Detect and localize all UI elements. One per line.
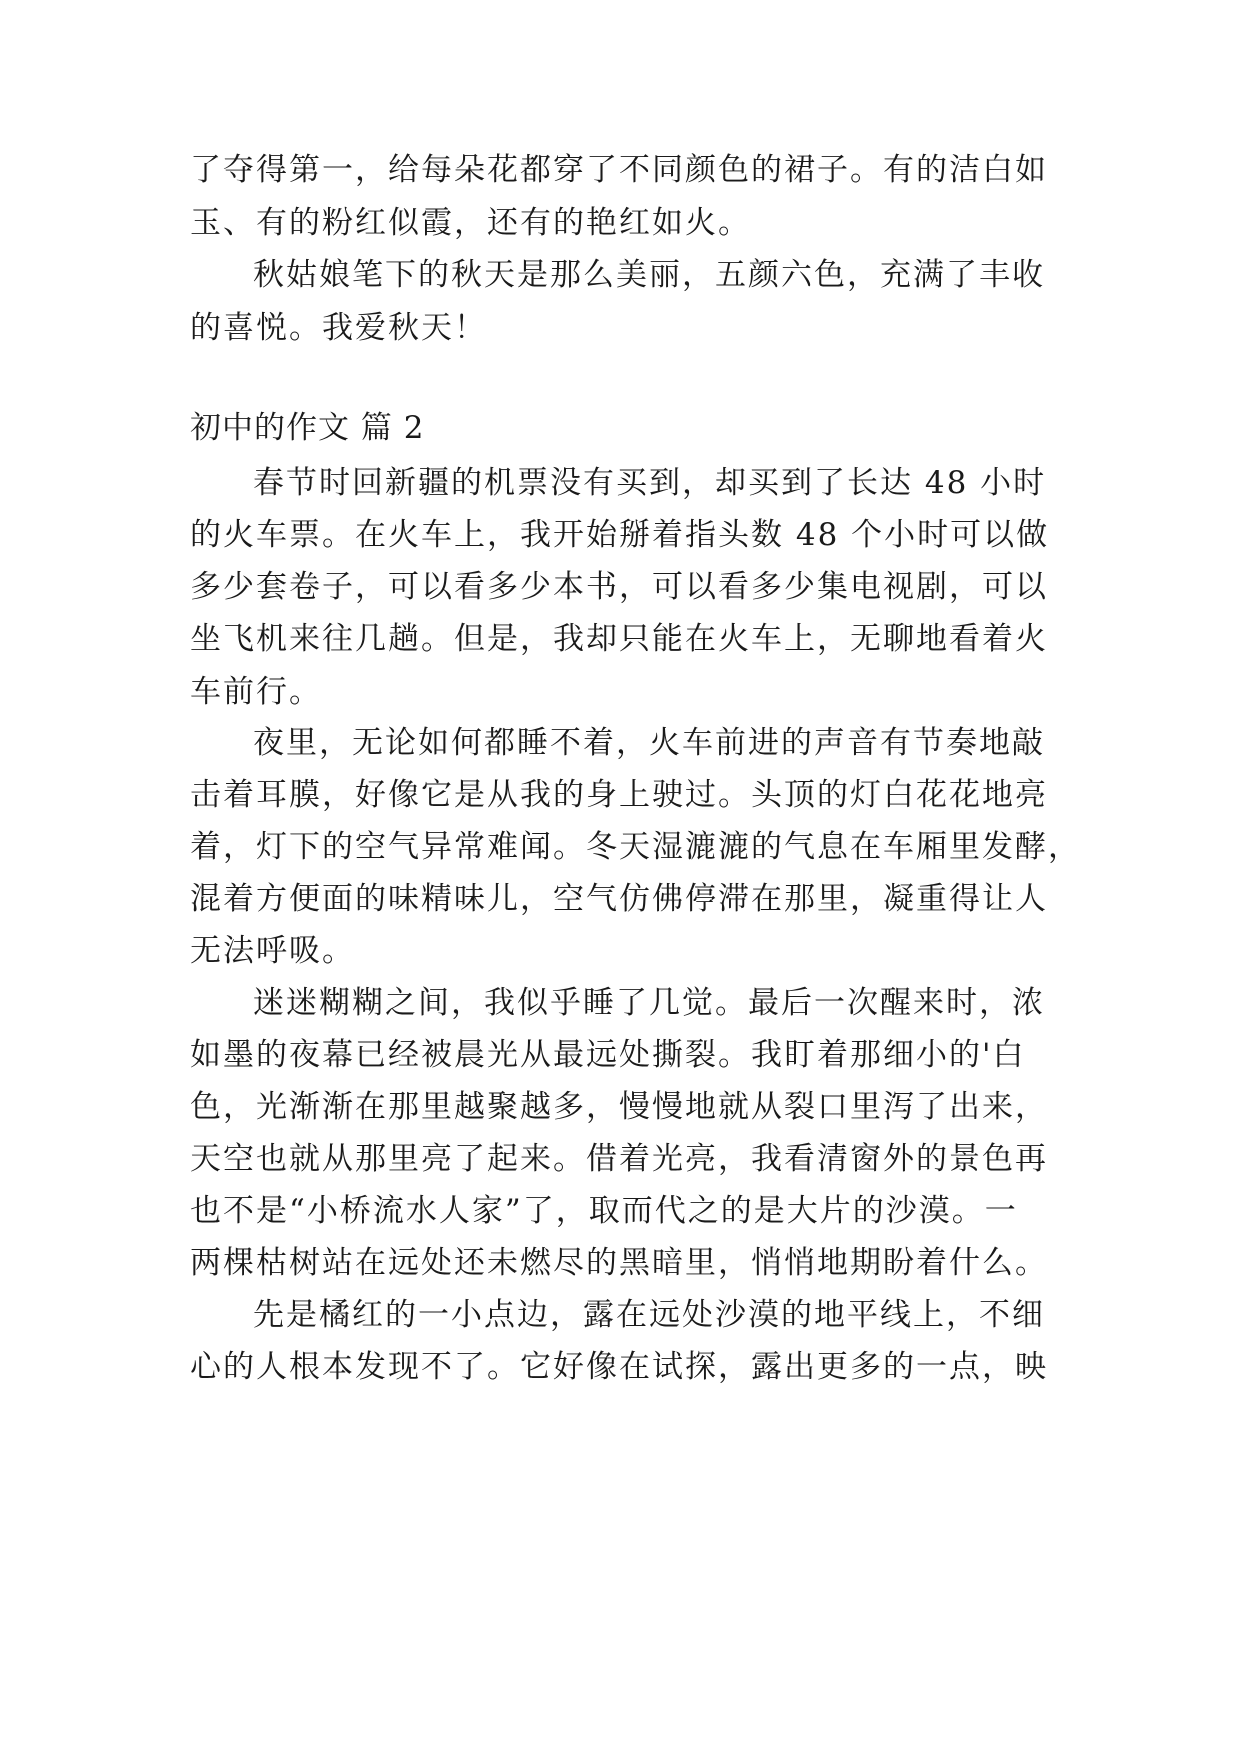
text-line: 色，光渐渐在那里越聚越多，慢慢地就从裂口里泻了出来，: [190, 1089, 1048, 1125]
text-line: 也不是“小桥流水人家”了，取而代之的是大片的沙漠。一: [190, 1193, 1018, 1229]
text-line: 无法呼吸。: [190, 933, 355, 969]
text-line: 的火车票。在火车上，我开始掰着指头数 48 个小时可以做: [190, 517, 1050, 553]
text-line: 两棵枯树站在远处还未燃尽的黑暗里，悄悄地期盼着什么。: [190, 1245, 1048, 1281]
text-line: 心的人根本发现不了。它好像在试探，露出更多的一点，映: [190, 1349, 1048, 1385]
text-line: 混着方便面的味精味儿，空气仿佛停滞在那里，凝重得让人: [190, 881, 1048, 917]
text-line: 迷迷糊糊之间，我似乎睡了几觉。最后一次醒来时，浓: [253, 985, 1045, 1021]
text-line: 的喜悦。我爱秋天！: [190, 310, 487, 346]
text-line: 春节时回新疆的机票没有买到，却买到了长达 48 小时: [253, 465, 1047, 501]
section-heading: 初中的作文 篇 2: [190, 410, 425, 446]
text-line: 坐飞机来往几趟。但是，我却只能在火车上，无聊地看着火: [190, 621, 1048, 657]
text-line: 秋姑娘笔下的秋天是那么美丽，五颜六色，充满了丰收: [253, 257, 1045, 293]
text-line: 夜里，无论如何都睡不着，火车前进的声音有节奏地敲: [253, 725, 1045, 761]
text-line: 着，灯下的空气异常难闻。冬天湿漉漉的气息在车厢里发酵，: [190, 829, 1081, 865]
text-line: 先是橘红的一小点边，露在远处沙漠的地平线上，不细: [253, 1297, 1045, 1333]
text-line: 如墨的夜幕已经被晨光从最远处撕裂。我盯着那细小的'白: [190, 1037, 1026, 1073]
text-line: 车前行。: [190, 674, 322, 710]
text-line: 天空也就从那里亮了起来。借着光亮，我看清窗外的景色再: [190, 1141, 1048, 1177]
text-line: 多少套卷子，可以看多少本书，可以看多少集电视剧，可以: [190, 569, 1048, 605]
text-line: 了夺得第一，给每朵花都穿了不同颜色的裙子。有的洁白如: [190, 152, 1048, 188]
text-line: 玉、有的粉红似霞，还有的艳红如火。: [190, 205, 751, 241]
text-line: 击着耳膜，好像它是从我的身上驶过。头顶的灯白花花地亮: [190, 777, 1048, 813]
